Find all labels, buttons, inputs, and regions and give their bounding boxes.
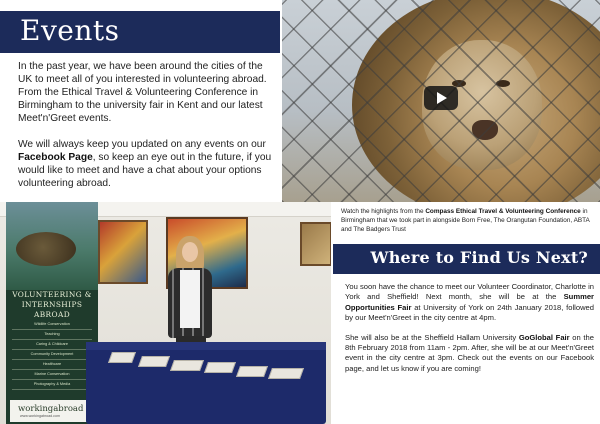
- leaflet: [138, 356, 170, 367]
- leaflet: [108, 352, 136, 363]
- turtle-image: [16, 232, 76, 266]
- lion-video[interactable]: [282, 0, 600, 202]
- intro-paragraph-1: In the past year, we have been around the cities of the UK to meet all of you interested in volunteering abroad. From the Ethical Travel & Volunteering Conference in Birmingham to the university fair in Kent and our latest Meet'n'Greet events.: [18, 61, 267, 124]
- banner-title: VOLUNTEERING & INTERNSHIPS ABROAD: [12, 290, 92, 319]
- summer-fair-name: Summer Opportunities Fair: [345, 292, 594, 312]
- events-intro: [18, 60, 276, 203]
- stand-table-top: [86, 342, 326, 350]
- leaflet: [268, 368, 304, 379]
- events-header-bar: [0, 11, 280, 53]
- leaflet: [204, 362, 236, 373]
- where-p2-text-before: She will also be at the Sheffield Hallam University: [345, 332, 519, 342]
- person-face: [182, 242, 198, 262]
- leaflet: [170, 360, 204, 371]
- banner-logo: [10, 400, 94, 422]
- events-title: Events: [20, 14, 120, 47]
- where-p2-text-after: on the 8th February 2018 from 11am - 2pm. After, she will be at our Meet'n'Greet event in the city centre at 3pm. Check out the events on our Facebook page, and let us know if you are coming!: [345, 332, 594, 373]
- where-header-bar: [333, 244, 600, 274]
- event-stand-photo: [0, 202, 331, 424]
- caption-text-before: Watch the highlights from the: [341, 208, 426, 215]
- where-p1-text-before: You soon have the chance to meet our Volunteer Coordinator, Charlotte in York and Sheffield! Next month, she will be at the: [345, 282, 594, 302]
- banner-list: [12, 320, 92, 390]
- where-paragraph-2: [345, 333, 594, 375]
- caption-conference-name: Compass Ethical Travel & Volunteering Conference: [425, 208, 581, 215]
- pull-up-banner: [6, 202, 98, 424]
- banner-list-item: Caring & Childcare: [12, 340, 92, 350]
- banner-list-item: Marine Conservation: [12, 370, 92, 380]
- wall-painting: [98, 220, 148, 284]
- where-paragraph-1: [345, 282, 594, 324]
- banner-logo-text: workingabroad: [18, 404, 84, 414]
- banner-list-item: Healthcare: [12, 360, 92, 370]
- video-play-button[interactable]: [424, 86, 458, 110]
- person-shirt: [180, 270, 200, 328]
- where-title: Where to Find Us Next?: [370, 248, 588, 267]
- goglobal-fair-name: GoGlobal Fair: [518, 332, 570, 342]
- where-p1-text-after: at University of York on 24th January 2018, followed by our Meet'n'Greet in the city centre at 4pm.: [345, 302, 594, 323]
- intro-paragraph-2: [18, 138, 276, 190]
- banner-list-item: Teaching: [12, 330, 92, 340]
- banner-list-item: Community Development: [12, 350, 92, 360]
- caption-text-after: in Birmingham that we took part in alongside Born Free, The Orangutan Foundation, ABTA and The Badgers Trust: [341, 208, 590, 233]
- intro-p2-text-before: We will always keep you updated on any events on our: [18, 139, 266, 150]
- wall-painting: [300, 222, 331, 266]
- leaflet: [236, 366, 268, 377]
- banner-list-item: Wildlife Conservation: [12, 320, 92, 330]
- banner-logo-url: www.workingabroad.com: [20, 414, 60, 418]
- video-caption: [341, 207, 597, 234]
- where-body: [345, 282, 594, 383]
- intro-p2-text-after: , so keep an eye out in the future, if you would like to meet and have a chat about your options volunteering abroad.: [18, 152, 272, 189]
- banner-list-item: Photography & Media: [12, 380, 92, 390]
- facebook-page-link[interactable]: Facebook Page: [18, 152, 93, 163]
- play-icon: [437, 92, 447, 104]
